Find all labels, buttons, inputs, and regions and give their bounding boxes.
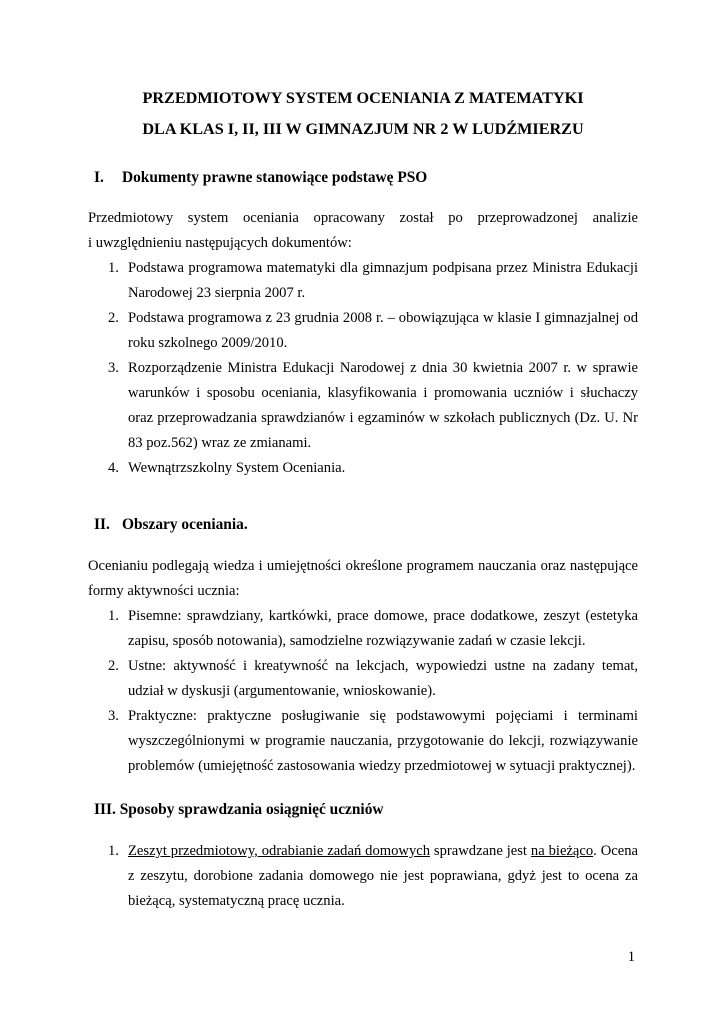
- section-1-number: I.: [94, 169, 104, 186]
- section-1-title: Dokumenty prawne stanowiące podstawę PSO: [122, 169, 428, 186]
- list-item: 1. Podstawa programowa matematyki dla gimnazjum podpisana przez Ministra Edukacji Narodowej 23 sierpnia 2007 r.: [108, 260, 638, 301]
- title-line-1: PRZEDMIOTOWY SYSTEM OCENIANIA Z MATEMATYKI: [142, 89, 584, 107]
- section-2-heading: [94, 512, 248, 537]
- section-1-heading: [94, 165, 427, 190]
- section-2-intro-line-1: Ocenianiu podlegają wiedza i umiejętności określone programem nauczania oraz następujące: [88, 558, 638, 574]
- section-3-heading: [94, 797, 384, 822]
- section-1-intro: [88, 206, 638, 256]
- list-item: 3. Praktyczne: praktyczne posługiwanie się podstawowymi pojęciami i terminami wyszczególnionymi w programie nauczania, przygotowanie do lekcji, rozwiązywanie problemów (umiejętność zastosowania wiedzy przedmiotowej w sytuacji praktycznej).: [108, 708, 638, 774]
- section-1-intro-line-2: i uwzględnieniu następujących dokumentów:: [88, 235, 352, 251]
- list-item: 3. Rozporządzenie Ministra Edukacji Narodowej z dnia 30 kwietnia 2007 r. w sprawie warunków i sposobu oceniania, klasyfikowania i promowania uczniów i słuchaczy oraz przeprowadzania sprawdzianów i egzaminów w szkołach publicznych (Dz. U. Nr 83 poz.562) wraz ze zmianami.: [108, 360, 638, 451]
- section-3-list: [88, 839, 638, 914]
- section-2-title: Obszary oceniania.: [122, 516, 248, 533]
- underlined-ongoing: na bieżąco: [530, 843, 594, 859]
- list-item: 2. Ustne: aktywność i kreatywność na lekcjach, wypowiedzi ustne na zadany temat, udział w dyskusji (argumentowanie, wnioskowanie).: [108, 658, 638, 699]
- title-line-2: DLA KLAS I, II, III W GIMNAZJUM NR 2 W LUDŹMIERZU: [142, 120, 584, 138]
- list-item: 1. Zeszyt przedmiotowy, odrabianie zadań domowych sprawdzane jest na bieżąco. Ocena z zeszytu, dorobione zadania domowego nie jest poprawiana, gdyż jest to ocena za bieżącą, systematyczną pracę ucznia.: [108, 843, 638, 909]
- list-item: 2. Podstawa programowa z 23 grudnia 2008 r. – obowiązująca w klasie I gimnazjalnej od roku szkolnego 2009/2010.: [108, 310, 638, 351]
- underlined-notebook-homework: Zeszyt przedmiotowy, odrabianie zadań domowych: [128, 843, 431, 859]
- section-1-list: [88, 256, 638, 481]
- section-1-intro-line-1: Przedmiotowy system oceniania opracowany został po przeprowadzonej analizie: [88, 210, 638, 226]
- list-item: 1. Pisemne: sprawdziany, kartkówki, prace domowe, prace dodatkowe, zeszyt (estetyka zapisu, sposób notowania), samodzielne rozwiązywanie zadań w czasie lekcji.: [108, 608, 638, 649]
- section-2-intro: [88, 554, 638, 604]
- document-title: [88, 83, 638, 145]
- section-2-list: [88, 604, 638, 779]
- section-3-title: Sposoby sprawdzania osiągnięć uczniów: [119, 801, 384, 818]
- section-2-number: II.: [94, 516, 110, 533]
- section-2-intro-line-2: formy aktywności ucznia:: [88, 583, 240, 599]
- page-number: 1: [627, 949, 635, 965]
- list-item: 4. Wewnątrzszkolny System Oceniania.: [108, 460, 346, 476]
- section-3-number: III.: [94, 801, 116, 818]
